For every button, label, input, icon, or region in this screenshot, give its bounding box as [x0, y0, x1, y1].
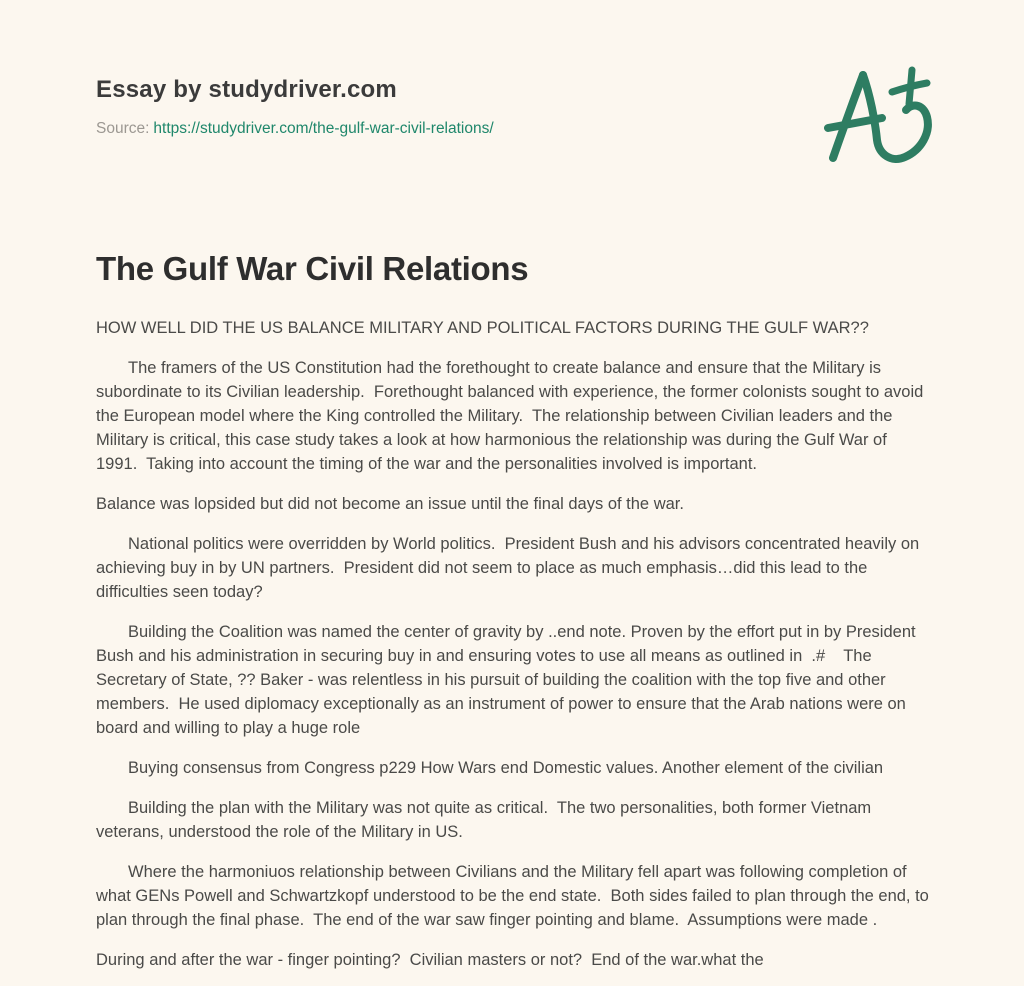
page-header — [96, 76, 796, 138]
paragraph: National politics were overridden by World politics. President Bush and his advisors concentrated heavily on achieving buy in by UN partners. President did not seem to place as much emphasis…did this lead to the difficulties seen today? — [96, 535, 924, 601]
paragraph: Building the plan with the Military was not quite as critical. The two personalities, both former Vietnam veterans, understood the role of the Military in US. — [96, 799, 876, 841]
source-label: Source: — [96, 120, 150, 137]
article-title: The Gulf War Civil Relations — [96, 250, 529, 287]
header-title: Essay by studydriver.com — [96, 76, 397, 103]
paragraph: During and after the war - finger pointing? Civilian masters or not? End of the war.what the — [96, 951, 764, 969]
paragraph: Balance was lopsided but did not become an issue until the final days of the war. — [96, 495, 684, 513]
source-link[interactable]: https://studydriver.com/the-gulf-war-civil-relations/ — [153, 120, 494, 137]
paragraph: Where the harmoniuos relationship between Civilians and the Military fell apart was following completion of what GENs Powell and Schwartzkopf understood to be the end state. Both sides failed to plan through the end, to plan through the final phase. The end of the war saw finger pointing and blame. Assumptions were made . — [96, 863, 934, 929]
article-subtitle: HOW WELL DID THE US BALANCE MILITARY AND POLITICAL FACTORS DURING THE GULF WAR?? — [96, 319, 869, 337]
essay-article — [96, 250, 934, 972]
a-plus-logo-icon — [820, 60, 932, 170]
paragraph: Buying consensus from Congress p229 How Wars end Domestic values. Another element of the civilian — [128, 759, 884, 777]
paragraph: Building the Coalition was named the center of gravity by ..end note. Proven by the effort put in by President Bush and his administration in securing buy in and ensuring votes to use all means as outlined in .# The Secretary of State, ?? Baker - was relentless in his pursuit of building the coalition with the top five and other members. He used diplomacy exceptionally as an instrument of power to ensure that the Arab nations were on board and willing to play a huge role — [96, 623, 921, 737]
paragraph: The framers of the US Constitution had the forethought to create balance and ensure that the Military is subordinate to its Civilian leadership. Forethought balanced with experience, the former colonists sought to avoid the European model where the King controlled the Military. The relationship between Civilian leaders and the Military is critical, this case study takes a look at how harmonious the relationship was during the Gulf War of 1991. Taking into account the timing of the war and the personalities involved is important. — [96, 359, 928, 473]
source-line — [96, 120, 796, 138]
